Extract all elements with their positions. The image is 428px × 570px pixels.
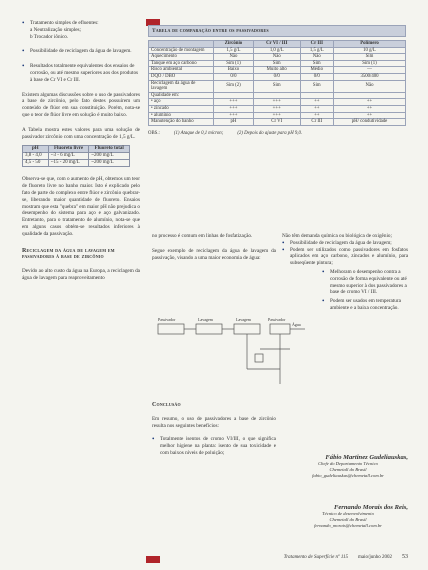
table-cell: 10 g/L (334, 47, 406, 54)
table-row (149, 73, 406, 80)
table-cell: Tanque em aço carbono (149, 60, 214, 67)
table-cell: +++ (253, 105, 300, 112)
list-item: • Resultados totalmente equivalentes dos ensaios de corrosão, ou até mesmo superiores aos dos produtos à base de Cr VI e Cr III. (22, 63, 140, 83)
table-row (149, 80, 406, 92)
author-email: fernando_morais@chemetall.com.br (314, 523, 382, 528)
table-cell: Médio (300, 67, 333, 74)
table-row (149, 60, 406, 67)
tank-passivator-2 (270, 324, 290, 334)
table-cell (253, 92, 300, 99)
table-row (23, 153, 130, 160)
paragraph: Devido ao alto custo da água na Europa, a reciclagem da água de lavagem para reaproveitamento (22, 268, 140, 281)
table-cell: ++ (300, 105, 333, 112)
note: OBS.: (148, 130, 160, 136)
table-row (149, 92, 406, 99)
table-title: Tabela de comparação entre os passivadores (148, 25, 406, 37)
table-row (149, 99, 406, 106)
table-cell: Não (334, 80, 406, 92)
table-row (149, 67, 406, 74)
table-cell: 0/0 (253, 73, 300, 80)
paragraph: Não têm demanda química ou biológica de oxigênio; (282, 233, 392, 239)
table-cell: Sim (1) (214, 60, 254, 67)
table-cell: ++ (334, 112, 406, 119)
table-cell: • alumínio (149, 112, 214, 119)
table-header: Fluoreto total (89, 146, 130, 153)
table-cell: • aço (149, 99, 214, 106)
table-cell: Baixo (214, 67, 254, 74)
table-cell: +++ (214, 105, 254, 112)
left-column (22, 20, 140, 282)
table-cell: +++ (214, 99, 254, 106)
note: (2) Depois do ajuste para pH 9,0. (237, 130, 303, 136)
table-header: Fluoreto livre (48, 146, 89, 153)
diagram-label: Lavagem (198, 317, 213, 322)
table-header: Cr VI / III (253, 41, 300, 48)
table-cell: 1,0 g/L (253, 47, 300, 54)
table-cell: Cr III (300, 119, 333, 126)
table-cell: pH (214, 119, 254, 126)
table-cell: 3,8 - 4,0 (23, 153, 49, 160)
table-cell: Qualidade em: (149, 92, 214, 99)
table-cell: pH/ condutividade (334, 119, 406, 126)
table-cell: Manutenção do banho (149, 119, 214, 126)
tank-rinse-1 (196, 324, 222, 334)
tank-passivator (158, 324, 184, 334)
author-company: Chemetall do Brasil (329, 467, 367, 472)
table-row (149, 54, 406, 61)
recycling-diagram (150, 314, 315, 394)
diagram-label: Água (292, 322, 301, 327)
table-cell: ++ (334, 99, 406, 106)
diagram-label: Passivador (158, 317, 176, 322)
diagram-label: Passivador (268, 317, 286, 322)
table-cell: ~200 mg/L (89, 153, 130, 160)
table-cell: Não (300, 54, 333, 61)
table-header: pH (23, 146, 49, 153)
table-cell: Sim (1) (334, 60, 406, 67)
table-row (149, 112, 406, 119)
paragraph: Existem algumas discussões sobre o uso de passivadores a base de zircônio, pelo fato destes possuírem um conteúdo de flúor em sua constituição. Porém, nota-se que o teor de flúor livre em solução é muito baixo. (22, 91, 140, 118)
table-cell: ++ (300, 112, 333, 119)
paragraph: Segue exemplo de reciclagem da água de lavagem da passivação, visando a uma maior economia de água: (152, 247, 276, 261)
table-cell: DQO / DBO (149, 73, 214, 80)
paragraph: Em resumo, o uso de passivadores a base de zircônio resulta nos seguintes benefícios: (152, 415, 276, 429)
table-cell: Sim (253, 80, 300, 92)
table-cell: Sim (300, 60, 333, 67)
signature-block-1 (288, 454, 408, 479)
table-cell: +++ (214, 112, 254, 119)
table-cell: ~3 - 6 mg/L (48, 153, 89, 160)
table-row (23, 160, 130, 167)
signature-block-2 (288, 504, 408, 529)
page-number: 53 (402, 554, 408, 560)
table-cell: — (334, 67, 406, 74)
table-notes (148, 131, 406, 136)
table-cell (300, 92, 333, 99)
note: (1) Ataque de 0,1 mícron; (173, 130, 224, 136)
table-cell: +++ (253, 112, 300, 119)
comparison-table-box (148, 25, 406, 136)
table-cell: Muito alto (253, 67, 300, 74)
author-email: fabio_gudeliauskas@chemetall.com.br (312, 473, 384, 478)
paragraph: A Tabela mostra estes valores para uma solução de passivador zircônio com uma concentração de 1,5 g/L. (22, 126, 140, 140)
table-row (149, 105, 406, 112)
author-name: Fernando Morais dos Reis, (333, 504, 408, 511)
table-cell: Sim (334, 54, 406, 61)
list-item: • Podem ser usados em temperatura ambiente e a baixa concentração. (322, 298, 408, 312)
section-heading: Reciclagem da água de lavagem em passivadores à base de zircônio (22, 247, 115, 261)
table-cell: 1,5 g/L (214, 47, 254, 54)
list-item: • Possibilidade de reciclagem da água de lavagem. (22, 48, 140, 55)
table-cell: Cr VI (253, 119, 300, 126)
table-cell: 1,5 g/L (300, 47, 333, 54)
list-item: • Melhoram o desempenho contra a corrosão de forma equivalente ou até mesmo superior à dos passivadores a base de cromo VI / III. (322, 269, 408, 296)
middle-column (152, 233, 276, 261)
section-heading: Conclusão (152, 402, 181, 408)
table-header (149, 41, 214, 48)
table-cell: • zincado (149, 105, 214, 112)
table-cell: ++ (300, 99, 333, 106)
table-cell: Reciclagem da água de lavagem (149, 80, 214, 92)
table-header: Polímero (334, 41, 406, 48)
accent-bar-bottom (146, 556, 160, 563)
tank-rinse-2 (234, 324, 260, 334)
fluoride-table (22, 145, 130, 167)
table-cell: Não (253, 54, 300, 61)
table-cell: Sim (2) (214, 80, 254, 92)
paragraph: no processo é comum em linhas de fosfatização. (152, 233, 253, 239)
author-role: Chefe do Departamento Técnico (318, 461, 378, 466)
table-cell: 0/0 (214, 73, 254, 80)
table-cell: Aquecimento (149, 54, 214, 61)
page-footer (200, 554, 408, 560)
table-cell: Sim (300, 80, 333, 92)
author-name: Fábio Martinez Gudeliauskas, (325, 454, 408, 461)
table-cell: 4,5 - 50 (23, 160, 49, 167)
table-cell: Risco ambiental (149, 67, 214, 74)
table-cell: ~200 mg/L (89, 160, 130, 167)
table-header: Zircônio (214, 41, 254, 48)
table-row (149, 119, 406, 126)
issue-date: maio/junho 2002 (357, 554, 392, 560)
table-cell: ~15 - 20 mg/L (48, 160, 89, 167)
list-item: • Totalmente isentos de cromo VI/III, o que significa melhor higiene na planta: isento de sua toxicidade e com baixos níveis de poluição; (152, 436, 276, 456)
paragraph: Observa-se que, com o aumento de pH, obtemos um teor de fluoreto livre no banho maior. Isto é explicado pelo fato de parte do complexo entre flúor e zircônio quebrar-se, liberando maior quantidade de fluoreto. Ensaios mostram que esta "quebra" em maior pH não prejudica o desempenho do sistema para aço e aço galvanizado. Entretanto, para o tratamento de alumínio, nota-se que em alguns casos obtém-se resultados inferiores à qualidade da passivação. (22, 176, 140, 237)
table-cell: Sim (253, 60, 300, 67)
right-column (282, 233, 408, 312)
table-cell (334, 92, 406, 99)
author-role: Técnico de desenvolvimento (322, 511, 374, 516)
table-cell: Concentração de montagem (149, 47, 214, 54)
table-cell: Não (214, 54, 254, 61)
table-cell: ++ (334, 105, 406, 112)
table-header: Cr III (300, 41, 333, 48)
list-item: • Tratamento simples de efluentes: a Neutralização simples; b Trocador iônico. (22, 20, 140, 40)
list-item: • Podem ser utilizados como passivadores em fosfatos aplicados em aço carbono, zincados e alumínio, para subseqüente pintura; (282, 247, 408, 267)
table-cell (214, 92, 254, 99)
magazine-name: Tratamento de Superfície nº 115 (283, 554, 348, 560)
comparison-table (148, 40, 406, 126)
table-row (149, 47, 406, 54)
conclusion-section (152, 402, 276, 457)
table-cell: 0/0 (300, 73, 333, 80)
author-company: Chemetall do Brasil (329, 517, 367, 522)
list-item: • Possibilidade de reciclagem da água de lavagem; (282, 240, 408, 247)
diagram-label: Lavagem (236, 317, 251, 322)
table-cell: +++ (253, 99, 300, 106)
table-cell: 3500/400 (334, 73, 406, 80)
